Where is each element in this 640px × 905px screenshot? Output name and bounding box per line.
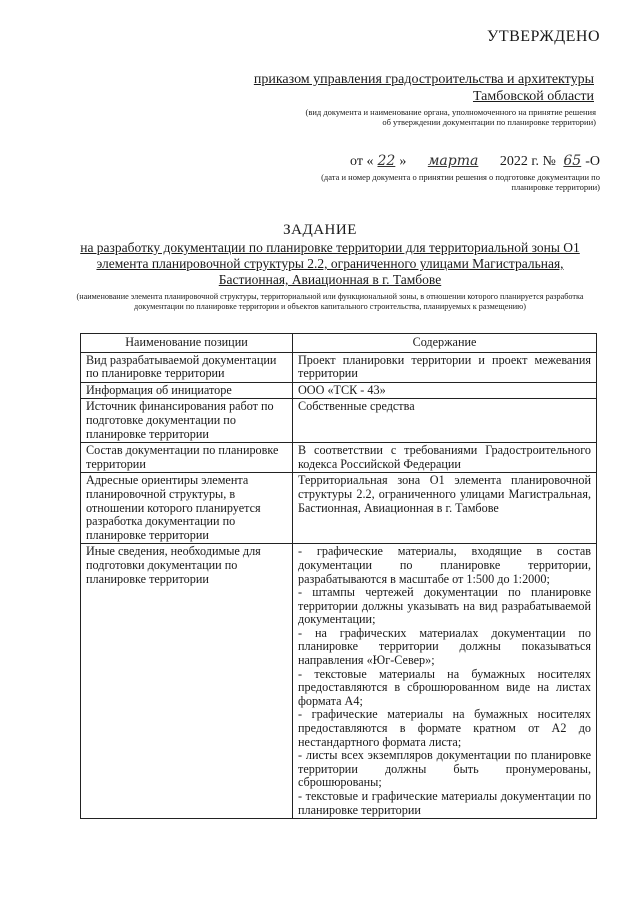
order-authority-line1: приказом управления градостроительства и архитектуры: [253, 72, 594, 87]
table-row: [81, 399, 597, 443]
row-name: Иные сведения, необходимые для подготовки документации по планировке территории: [81, 544, 293, 819]
date-caption: (дата и номер документа о принятии решения о подготовке документации по планировке территории): [321, 172, 600, 192]
row-value: Проект планировки территории и проект межевания территории: [293, 352, 597, 382]
order-authority-line2: Тамбовской области: [472, 89, 594, 104]
task-caption: (наименование элемента планировочной структуры, территориальной или функциональной зоны, в отношении которого планируется разработка документации по планировке территории и объектов капитального строительства, планируемых к размещению): [76, 292, 584, 311]
row-name: Источник финансирования работ по подготовке документации по планировке территории: [81, 399, 293, 443]
list-item: - текстовые и графические материалы документации по планировке территории: [298, 789, 591, 817]
approved-stamp: УТВЕРЖДЕНО: [486, 28, 600, 45]
order-date-line: [350, 153, 600, 170]
doc-number-handwritten: 65: [563, 153, 582, 169]
row-name: Состав документации по планировке территории: [81, 443, 293, 473]
row-value: ООО «ТСК - 43»: [293, 382, 597, 399]
row-value-list: [293, 544, 597, 819]
table-header-row: [81, 334, 597, 353]
table-row: [81, 443, 597, 473]
list-item: - на графических материалах документации по планировке территории должны показываться направления «Юг-Север»;: [298, 625, 591, 668]
task-table: [80, 333, 597, 819]
list-item: - графические материалы на бумажных носителях предоставляются в формате кратном от А2 до нестандартного формата листа;: [298, 707, 591, 749]
task-title: ЗАДАНИЕ: [283, 222, 357, 238]
col-header-name: Наименование позиции: [81, 334, 293, 353]
row-name: Адресные ориентиры элемента планировочной структуры, в отношении которого планируется разработка документации по планировке территории: [81, 473, 293, 544]
row-name: Вид разрабатываемой документации по планировке территории: [81, 352, 293, 382]
col-header-content: Содержание: [293, 334, 597, 353]
date-day-handwritten: 22: [377, 153, 396, 169]
table-row: [81, 382, 597, 399]
table-row: [81, 352, 597, 382]
row-value: Территориальная зона О1 элемента планировочной структуры 2.2, ограниченного улицами Магистральная, Бастионная, Авиационная в г. Тамбове: [293, 473, 597, 544]
list-item: - штампы чертежей документации по планировке территории должны указывать на вид разрабатываемой документации;: [298, 585, 591, 627]
task-subtitle: на разработку документации по планировке территории для территориальной зоны О1 элемента планировочной структуры 2.2, ограниченного улицами Магистральная, Бастионная, Авиационная в г. Тамбове: [80, 240, 580, 287]
date-month-handwritten: марта: [427, 153, 479, 169]
date-prefix: от «: [350, 154, 374, 169]
list-item: - листы всех экземпляров документации по планировке территории должны быть пронумерованы, сброшюрованы;: [298, 748, 591, 790]
row-name: Информация об инициаторе: [81, 382, 293, 399]
row-value: В соответствии с требованиями Градостроительного кодекса Российской Федерации: [293, 443, 597, 473]
list-item: - графические материалы, входящие в состав документации по планировке территории, разрабатываются в масштабе от 1:500 до 1:2000;: [298, 544, 591, 586]
row-value: Собственные средства: [293, 399, 597, 443]
doc-number-suffix: -О: [585, 154, 600, 169]
date-mid: »: [399, 154, 407, 169]
date-year-number: 2022 г. №: [499, 154, 556, 169]
table-row: [81, 544, 597, 819]
table-row: [81, 473, 597, 544]
authority-caption: (вид документа и наименование органа, уполномоченного на принятие решения об утверждении документации по планировке территории): [305, 107, 596, 127]
list-item: - текстовые материалы на бумажных носителях предоставляются в сброшюрованном виде на листах формата А4;: [298, 666, 591, 708]
